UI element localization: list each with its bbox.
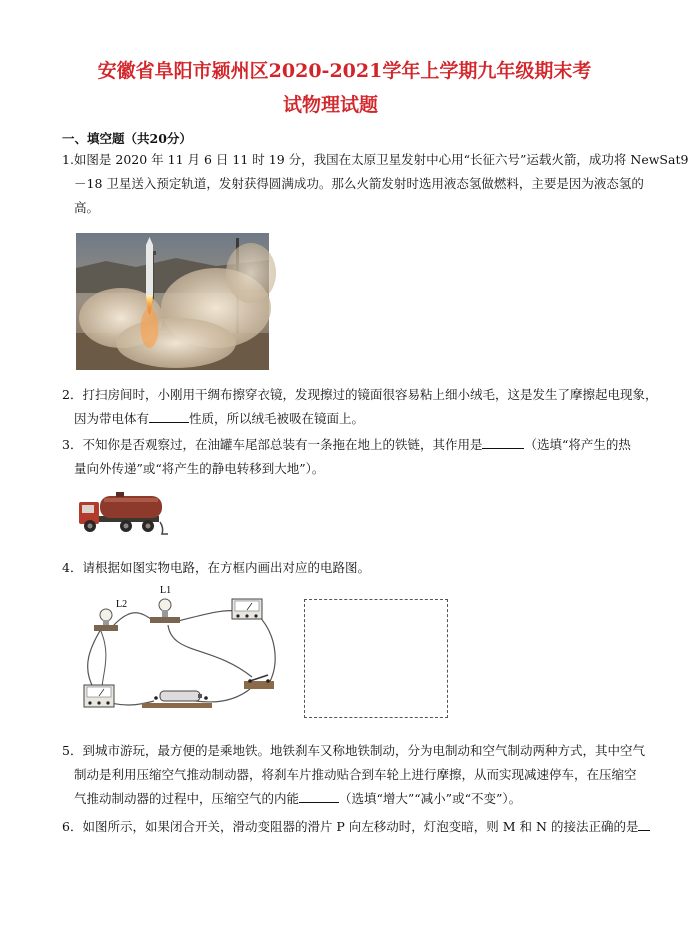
question-3-text-after-blank: （选填“将产生的热 [524,437,631,452]
question-5-line-3 [62,787,604,811]
question-1-line-1: 1.如图是 2020 年 11 月 6 日 11 时 19 分，我国在太原卫星发射中心用“长征六号”运载火箭，成功将 NewSat9 [62,152,688,167]
question-1 [62,148,688,220]
question-2-line-2 [62,407,604,431]
tanker-truck-picture [76,488,172,536]
question-2-line-1: 2．打扫房间时，小刚用干绸布擦穿衣镜，发现擦过的镜面很容易粘上细小绒毛，这是发生了摩擦起电现象， [62,387,658,402]
answer-blank[interactable] [638,829,650,831]
lamp-l2-label: L2 [116,599,128,610]
answer-blank[interactable] [482,447,524,449]
rocket-launch-photo [76,233,269,370]
question-3 [62,433,631,481]
question-6 [62,815,639,839]
question-6-text: 6．如图所示，如果闭合开关，滑动变阻器的滑片 P 向左移动时，灯泡变暗，则 M 和 N 的接法正确的是 [62,819,639,834]
question-3-line-2: 量向外传递”或“将产生的静电转移到大地”）。 [74,461,325,476]
question-5 [62,739,645,811]
question-5-line-1: 5．到城市游玩，最方便的是乘地铁。地铁刹车又称地铁制动，分为电制动和空气制动两种方式，其中空气 [62,743,645,758]
question-5-text-after-blank: （选填“增大”“减小”或“不变”）。 [339,791,522,806]
question-2 [62,383,658,431]
question-1-line-2: －18 卫星送入预定轨道，发射获得圆满成功。那么火箭发射时选用液态氢做燃料，主要是因为液态氢的 [74,176,644,191]
section-heading: 一、填空题（共20分） [62,131,192,146]
question-1-line-3: 高。 [74,200,100,215]
question-4 [62,556,604,580]
lamp-l1-label: L1 [160,585,172,596]
physical-circuit-picture [72,585,294,720]
question-3-line-1 [62,433,631,457]
answer-blank[interactable] [149,421,189,423]
document-title-line-2: 试物理试题 [282,94,378,116]
question-3-text-before-blank: 3．不知你是否观察过，在油罐车尾部总装有一条拖在地上的铁链，其作用是 [62,437,483,452]
answer-blank[interactable] [299,801,339,803]
question-2-text-before-blank: 因为带电体有 [74,411,150,426]
circuit-diagram-answer-box[interactable] [304,599,448,718]
question-5-line-2: 制动是利用压缩空气推动制动器，将刹车片推动贴合到车轮上进行摩擦，从而实现减速停车，在压缩空 [74,767,637,782]
question-6-line-1 [62,815,639,839]
question-4-line-1: 4．请根据如图实物电路，在方框内画出对应的电路图。 [62,560,370,575]
document-title-line-1: 安徽省阜阳市颍州区2020-2021学年上学期九年级期末考 [97,60,592,82]
question-5-text-before-blank: 气推动制动器的过程中，压缩空气的内能 [74,791,300,806]
question-2-text-after-blank: 性质，所以绒毛被吸在镜面上。 [189,411,365,426]
